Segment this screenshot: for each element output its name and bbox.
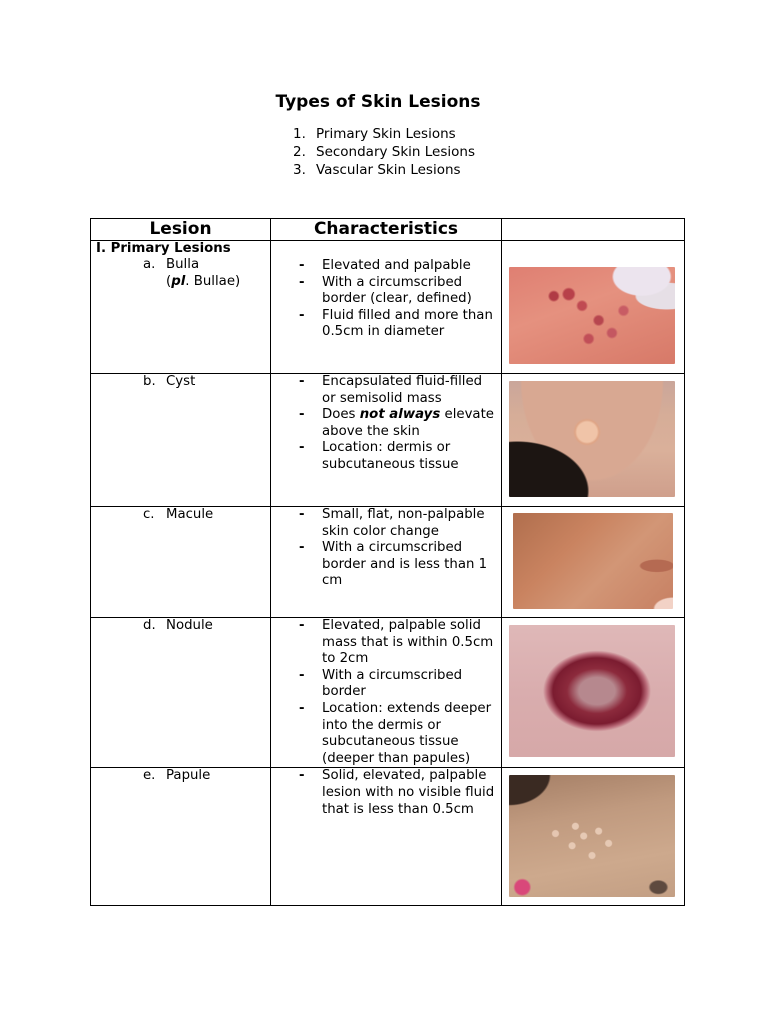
section-heading: I. Primary Lesions <box>96 241 231 256</box>
toc-item: 3. Vascular Skin Lesions <box>293 162 461 179</box>
toc-item: 2. Secondary Skin Lesions <box>293 144 475 161</box>
lesion-plural: (pl. Bullae) <box>166 273 241 289</box>
table-row <box>91 374 685 507</box>
list-item: - Location: extends deeper into the dermis or subcutaneous tissue (deeper than papules) <box>299 700 492 766</box>
list-item: - Elevated, palpable solid mass that is within 0.5cm to 2cm <box>299 618 494 667</box>
papule-photo <box>509 775 675 897</box>
column-header-characteristics: Characteristics <box>271 219 502 241</box>
characteristics-cell <box>271 507 502 618</box>
column-header-image <box>502 219 685 241</box>
lesion-name: c. Macule <box>143 507 214 522</box>
image-cell <box>502 507 685 618</box>
lesion-table <box>90 218 685 906</box>
list-item: - With a circumscribed border (clear, defined) <box>299 274 472 307</box>
list-item: - Elevated and palpable <box>299 258 471 273</box>
lesion-name: e. Papule <box>143 768 211 784</box>
image-cell <box>502 768 685 906</box>
lesion-cell <box>91 241 271 374</box>
list-item: - Solid, elevated, palpable lesion with no visible fluid that is less than 0.5cm <box>299 768 495 817</box>
lesion-cell <box>91 507 271 618</box>
characteristics-cell <box>271 241 502 374</box>
table-header-row <box>91 219 685 241</box>
list-item: - Small, flat, non-palpable skin color change <box>299 507 485 539</box>
nodule-photo <box>509 625 675 757</box>
list-item: - Does not always elevate above the skin <box>299 407 494 439</box>
table-row <box>91 618 685 768</box>
characteristics-list <box>271 258 501 341</box>
list-item: - With a circumscribed border and is less than 1 cm <box>299 540 488 589</box>
image-cell <box>502 374 685 507</box>
characteristics-cell <box>271 374 502 507</box>
toc-item-label: Primary Skin Lesions <box>316 126 456 142</box>
lesion-name: b. Cyst <box>143 374 196 389</box>
bulla-photo <box>509 267 675 364</box>
table-row <box>91 507 685 618</box>
list-item: - Encapsulated fluid-filled or semisolid mass <box>299 374 483 406</box>
characteristics-list <box>271 618 501 767</box>
toc-item-label: Secondary Skin Lesions <box>316 144 475 161</box>
column-header-lesion: Lesion <box>91 219 271 241</box>
table-row <box>91 241 685 374</box>
page-title: Types of Skin Lesions <box>275 92 481 112</box>
lesion-cell <box>91 618 271 768</box>
characteristics-list <box>271 768 501 818</box>
cyst-photo <box>509 381 675 497</box>
table-row <box>91 768 685 906</box>
toc-item: 1. Primary Skin Lesions <box>293 126 456 142</box>
table-of-contents <box>293 125 475 180</box>
characteristics-list <box>271 507 501 590</box>
lesion-cell <box>91 768 271 906</box>
characteristics-cell <box>271 768 502 906</box>
characteristics-list <box>271 374 501 474</box>
image-cell <box>502 241 685 374</box>
lesion-cell <box>91 374 271 507</box>
characteristics-cell <box>271 618 502 768</box>
lesion-name: d. Nodule <box>143 618 213 633</box>
macule-photo <box>513 513 673 609</box>
list-item: - With a circumscribed border <box>299 667 463 700</box>
toc-item-label: Vascular Skin Lesions <box>316 162 461 179</box>
list-item: - Location: dermis or subcutaneous tissue <box>299 440 459 472</box>
image-cell <box>502 618 685 768</box>
list-item: - Fluid filled and more than 0.5cm in diameter <box>299 307 493 340</box>
lesion-name: a. Bulla <box>143 257 200 272</box>
